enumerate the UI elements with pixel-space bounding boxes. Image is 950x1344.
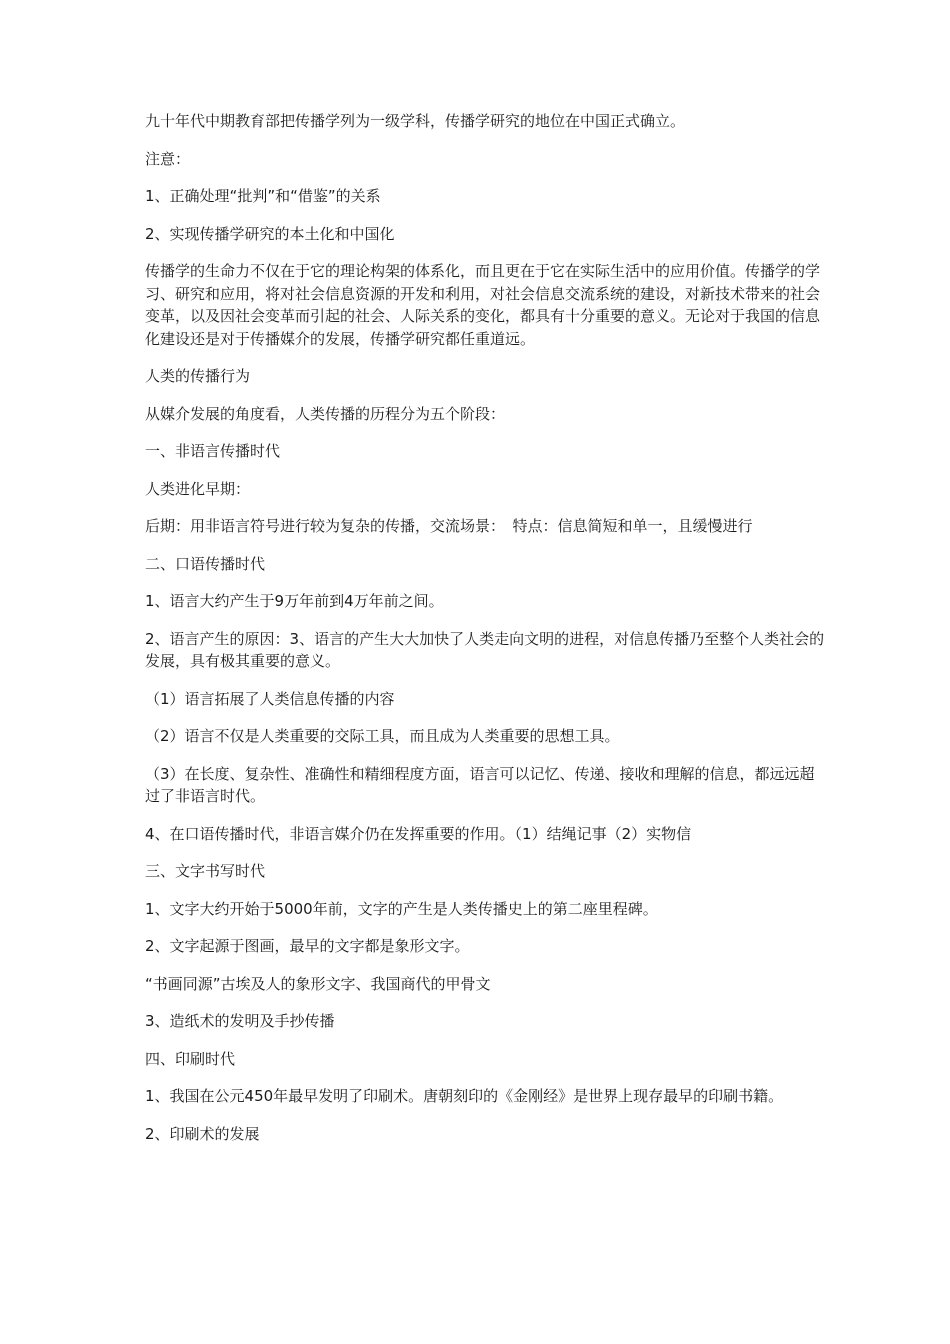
paragraph: 传播学的生命力不仅在于它的理论构架的体系化，而且更在于它在实际生活中的应用价值。传播学的学习、研究和应用，将对社会信息资源的开发和利用，对社会信息交流系统的建设，对新技术带来的社会变革，以及因社会变革而引起的社会、人际关系的变化，都具有十分重要的意义。无论对于我国的信息化建设还是对于传播媒介的发展，传播学研究都任重道远。 [145,262,821,348]
paragraph: 1、正确处理“批判”和“借鉴”的关系 [145,187,381,205]
paragraph: （1）语言拓展了人类信息传播的内容 [145,689,395,708]
section-heading: 三、文字书写时代 [145,862,266,880]
paragraph: （3）在长度、复杂性、准确性和精细程度方面，语言可以记忆、传递、接收和理解的信息，都远远超过了非语言时代。 [145,764,815,805]
paragraph: 后期：用非语言符号进行较为复杂的传播，交流场景： 特点：信息简短和单一，且缓慢进行 [145,517,753,535]
paragraph: 从媒介发展的角度看，人类传播的历程分为五个阶段： [145,404,506,423]
paragraph: 3、造纸术的发明及手抄传播 [145,1012,335,1030]
paragraph: 九十年代中期教育部把传播学列为一级学科，传播学研究的地位在中国正式确立。 [145,112,686,130]
paragraph: 2、文字起源于图画，最早的文字都是象形文字。 [145,937,470,955]
section-heading: 四、印刷时代 [145,1049,236,1068]
paragraph: 注意： [145,149,191,168]
section-heading: 人类的传播行为 [145,367,251,385]
section-heading: 二、口语传播时代 [145,554,266,573]
paragraph: 1、我国在公元450年最早发明了印刷术。唐朝刻印的《金刚经》是世界上现存最早的印刷书籍。 [145,1087,784,1105]
paragraph: 人类进化早期： [145,479,251,498]
paragraph: “书画同源”古埃及人的象形文字、我国商代的甲骨文 [145,974,491,993]
section-heading: 一、非语言传播时代 [145,442,281,460]
document-body [145,110,825,1160]
paragraph: 1、语言大约产生于9万年前到4万年前之间。 [145,592,444,610]
paragraph: （2）语言不仅是人类重要的交际工具，而且成为人类重要的思想工具。 [145,727,620,745]
paragraph: 1、文字大约开始于5000年前，文字的产生是人类传播史上的第二座里程碑。 [145,899,658,918]
paragraph: 2、印刷术的发展 [145,1124,260,1143]
paragraph: 2、实现传播学研究的本土化和中国化 [145,224,395,243]
paragraph: 2、语言产生的原因：3、语言的产生大大加快了人类走向文明的进程，对信息传播乃至整个人类社会的发展，具有极其重要的意义。 [145,629,825,670]
paragraph: 4、在口语传播时代，非语言媒介仍在发挥重要的作用。（1）结绳记事（2）实物信 [145,824,692,843]
